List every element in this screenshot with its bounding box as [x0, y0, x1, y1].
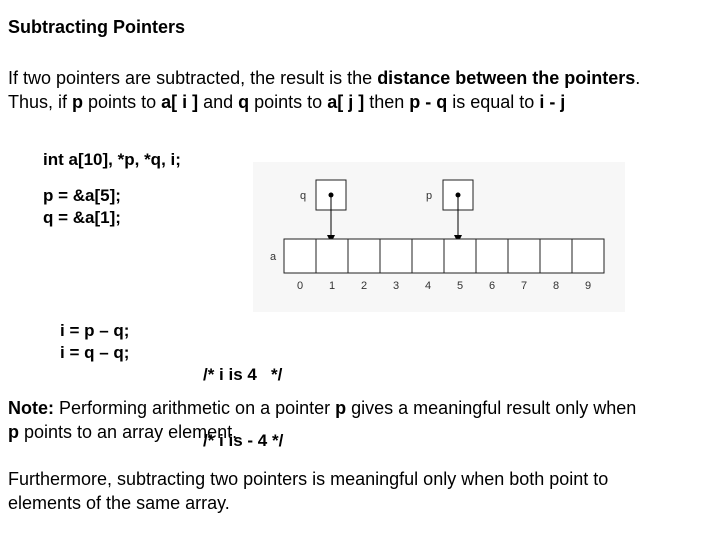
page-title: Subtracting Pointers: [8, 17, 186, 37]
code-assignments: [43, 185, 121, 229]
array-index-label: 9: [584, 280, 592, 292]
array-cell: [508, 239, 540, 273]
diagram-background: [253, 162, 625, 312]
q-label: q: [300, 190, 307, 202]
array-cells: [284, 239, 604, 273]
array-cell: [284, 239, 316, 273]
array-cell: [348, 239, 380, 273]
furthermore-line-2: elements of the same array.: [8, 493, 230, 513]
code-comment-2: /* i is - 4 */: [203, 431, 284, 450]
array-index-label: 2: [360, 280, 368, 292]
array-index-label: 4: [424, 280, 432, 292]
code-statements: [60, 320, 129, 364]
furthermore-paragraph: [8, 467, 608, 515]
intro-paragraph: [8, 66, 640, 114]
array-index-label: 5: [456, 280, 464, 292]
code-assign-q: q = &a[1];: [43, 208, 121, 227]
pointer-array-diagram: [253, 162, 625, 312]
note-line-2: p points to an array element.: [8, 422, 238, 442]
intro-line-2: Thus, if p points to a[ i ] and q points to a[ j ] then p - q is equal to i - j: [8, 92, 566, 112]
array-cell: [444, 239, 476, 273]
array-label: a: [270, 251, 277, 263]
array-cell: [572, 239, 604, 273]
array-index-label: 1: [328, 280, 336, 292]
array-cell: [476, 239, 508, 273]
array-cell: [540, 239, 572, 273]
intro-line-1: If two pointers are subtracted, the result is the distance between the pointers.: [8, 68, 641, 88]
array-index-label: 3: [392, 280, 400, 292]
code-comment-1: /* i is 4 */: [203, 365, 283, 384]
code-assign-p: p = &a[5];: [43, 186, 121, 205]
array-index-label: 0: [296, 280, 304, 292]
array-cell: [316, 239, 348, 273]
array-index-label: 7: [520, 280, 528, 292]
code-stmt-2: i = q – q;: [60, 343, 130, 362]
array-index-label: 6: [488, 280, 496, 292]
array-index-label: 8: [552, 280, 560, 292]
p-label: p: [426, 190, 433, 202]
note-line-1: Note: Performing arithmetic on a pointer p gives a meaningful result only when: [8, 398, 637, 418]
note-paragraph: [8, 396, 636, 444]
code-stmt-1: i = p – q;: [60, 321, 130, 340]
code-declaration: int a[10], *p, *q, i;: [43, 150, 181, 169]
array-cell: [380, 239, 412, 273]
furthermore-line-1: Furthermore, subtracting two pointers is meaningful only when both point to: [8, 469, 609, 489]
array-cell: [412, 239, 444, 273]
